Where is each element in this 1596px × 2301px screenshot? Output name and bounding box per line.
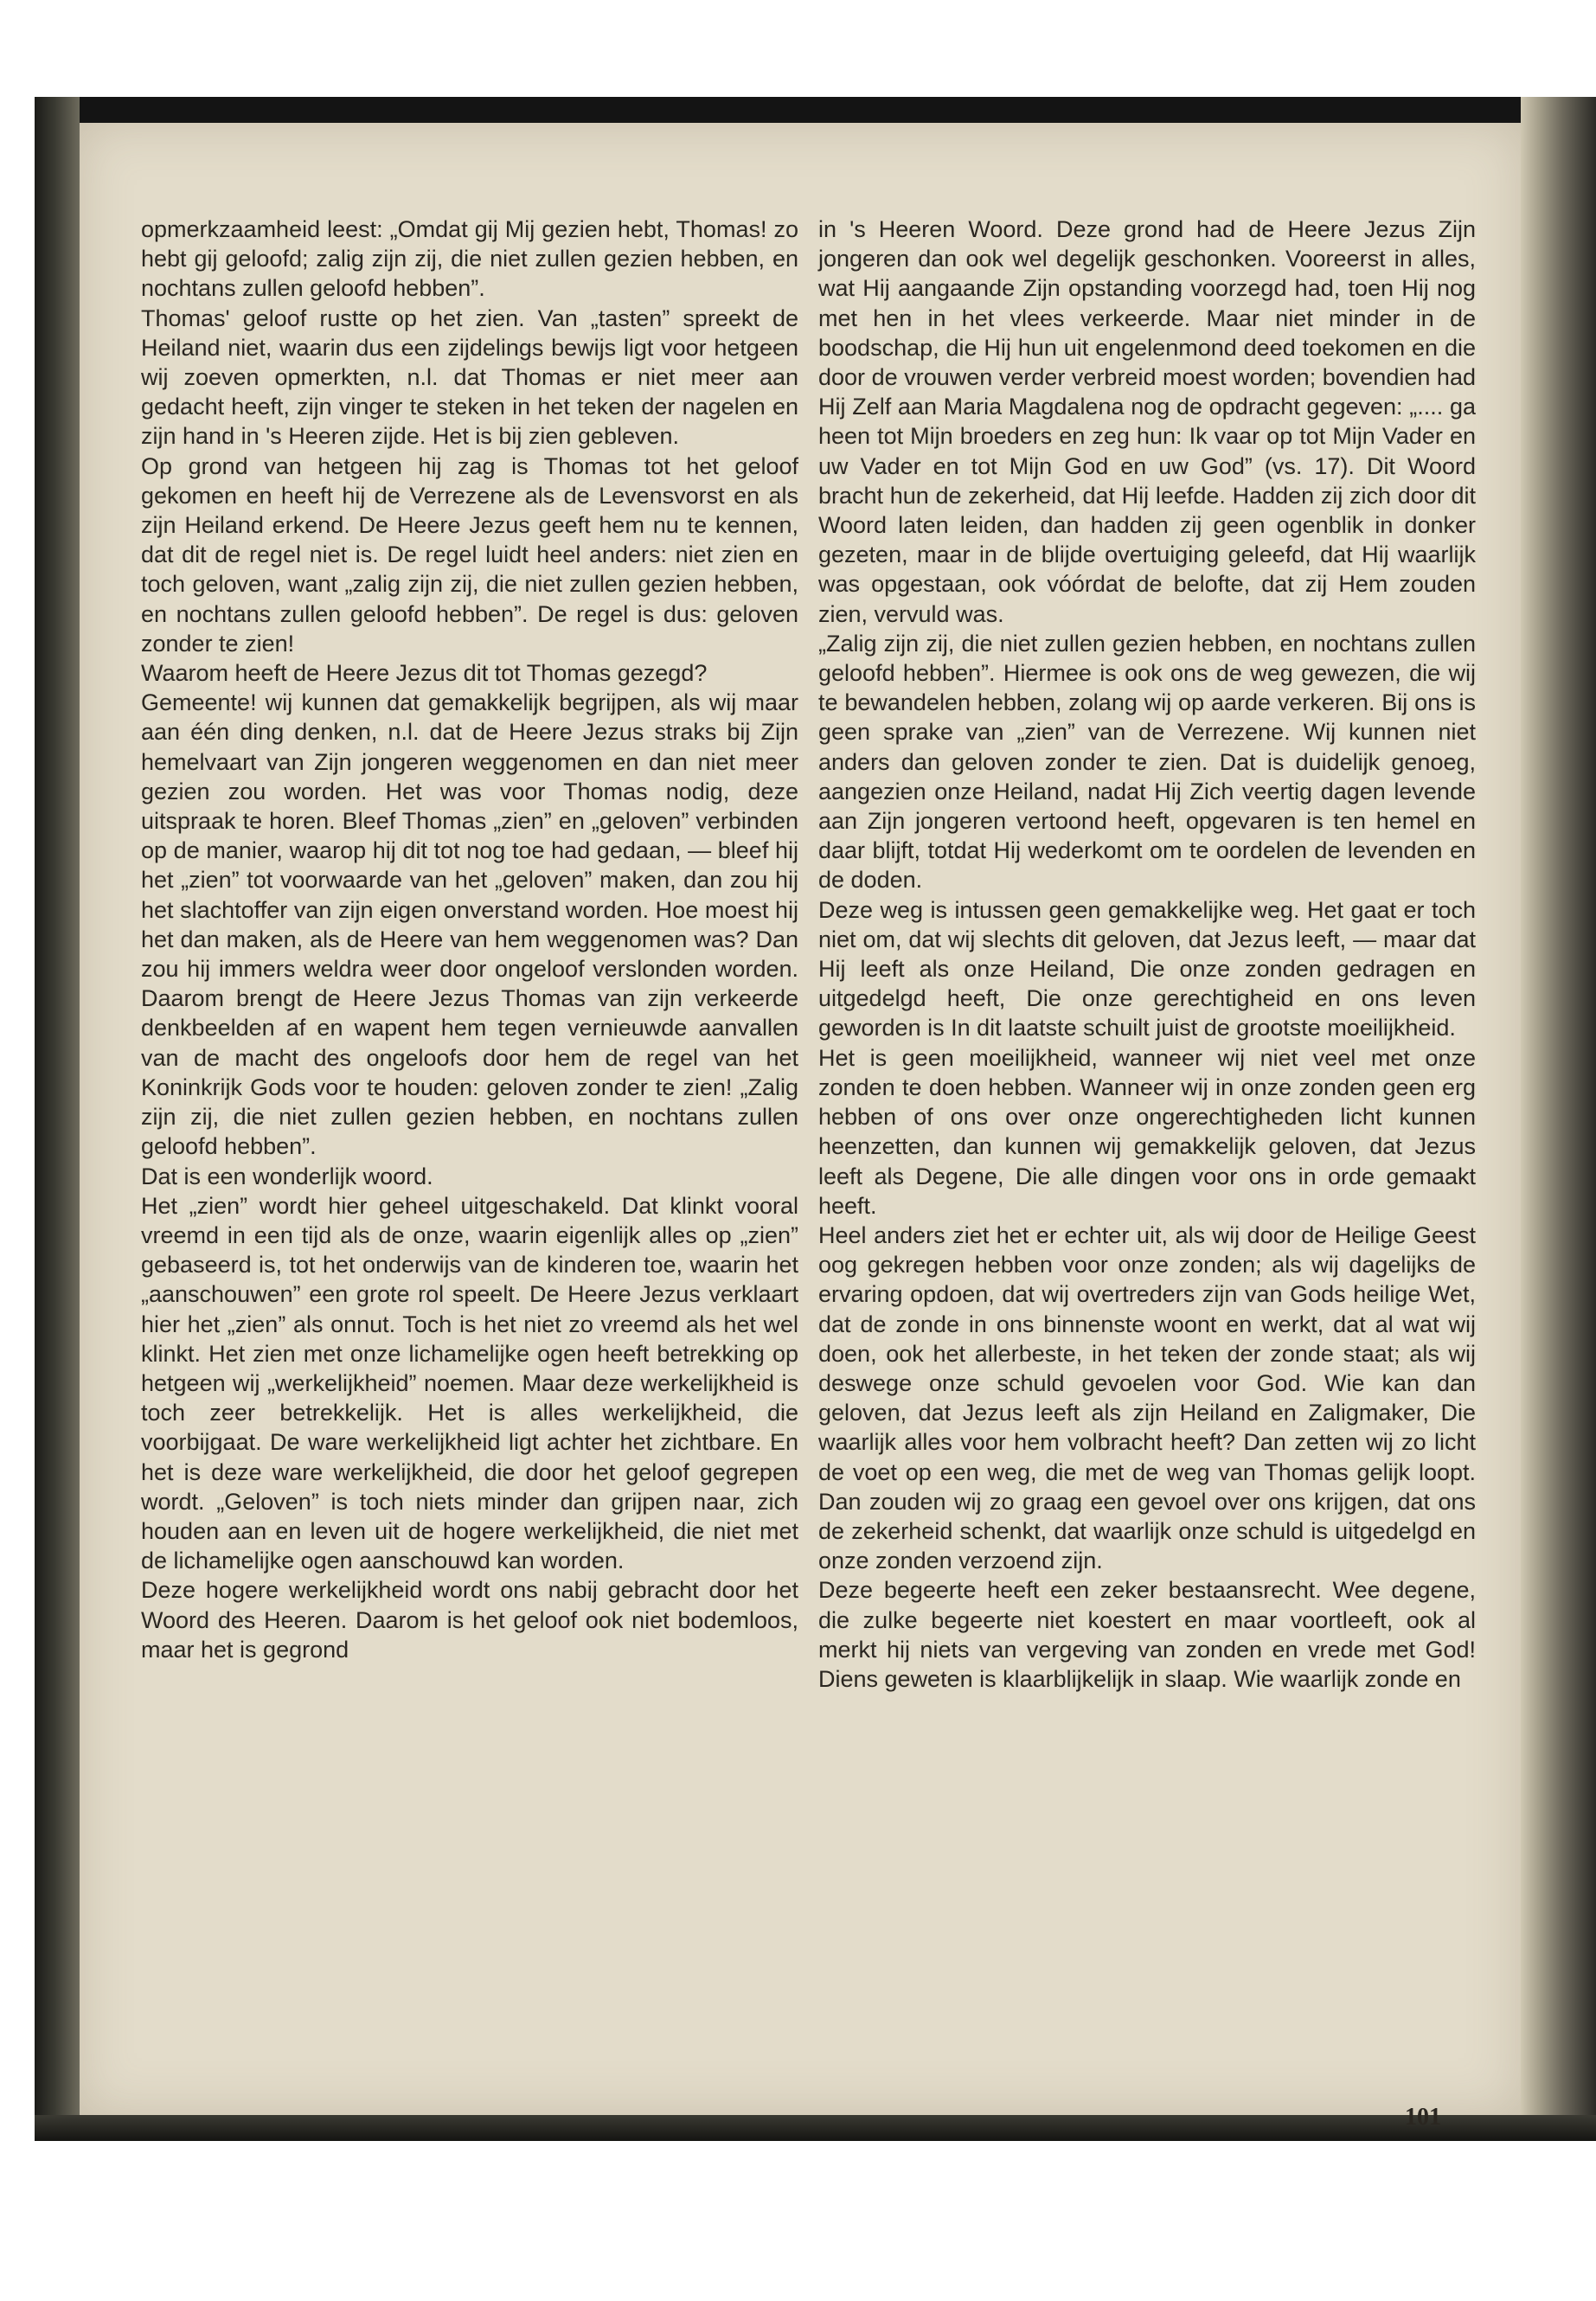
paragraph: in 's Heeren Woord. Deze grond had de Heere Jezus Zijn jongeren dan ook wel degelijk geschonken. Vooreerst in alles, wat Hij aangaande Zijn opstanding voorzegd had, toen Hij nog met hen in het vlees verkeerde. Maar niet minder in de boodschap, die Hij hun uit engelenmond deed toekomen en die door de vrouwen verder verbreid moest worden; bovendien had Hij Zelf aan Maria Magdalena nog de opdracht gegeven: „.... ga heen tot Mijn broeders en zeg hun: Ik vaar op tot Mijn Vader en uw Vader en tot Mijn God en uw God” (vs. 17). Dit Woord bracht hun de zekerheid, dat Hij leefde. Hadden zij zich door dit Woord laten leiden, dan hadden zij geen ogenblik in donker gezeten, maar in de blijde overtuiging geleefd, dat Hij waarlijk was opgestaan, ook vóórdat de belofte, dat zij Hem zouden zien, vervuld was. [818, 216, 1476, 627]
paragraph: Heel anders ziet het er echter uit, als wij door de Heilige Geest oog gekregen hebben voor onze zonden; als wij dagelijks de ervaring opdoen, dat wij overtreders zijn van Gods heilige Wet, dat de zonde in ons binnenste woont en werkt, dat al wat wij doen, ook het allerbeste, in het teken der zonde staat; als wij deswege onze schuld gevoelen voor God. Wie kan dan geloven, dat Jezus leeft als zijn Heiland en Zaligmaker, Die waarlijk alles voor hem volbracht heeft? Dan zetten wij zo licht de voet op een weg, die met de weg van Thomas gelijk loopt. Dan zouden wij zo graag een gevoel over ons krijgen, dat ons de zekerheid schenkt, dat waarlijk onze schuld is uitgedelgd en onze zonden verzoend zijn. [818, 1221, 1476, 1574]
scan-bottom-border [35, 2115, 1596, 2141]
paragraph: Dat is een wonderlijk woord. [141, 1163, 433, 1189]
paragraph: „Zalig zijn zij, die niet zullen gezien hebben, en nochtans zullen geloofd hebben”. Hiermee is ook ons de weg gewezen, die wij te bewandelen hebben, zolang wij op aarde verkeren. Bij ons is geen sprake van „zien” van de Verrezene. Wij kunnen niet anders dan geloven zonder te zien. Dat is duidelijk genoeg, aangezien onze Heiland, nadat Hij Zich veertig dagen levende aan Zijn jongeren vertoond heeft, opgevaren is ten hemel en daar blijft, totdat Hij wederkomt om te oordelen de levenden en de doden. [818, 630, 1476, 894]
paragraph: Deze begeerte heeft een zeker bestaansrecht. Wee degene, die zulke begeerte niet koestert en maar voortleeft, ook al merkt hij niets van vergeving van zonden en vrede met God! Diens geweten is klaarblijkelijk in slaap. Wie waarlijk zonde en [818, 1577, 1476, 1692]
paragraph: Thomas' geloof rustte op het zien. Van „tasten” spreekt de Heiland niet, waarin dus een zijdelings bewijs ligt voor hetgeen wij zoeven opmerkten, n.l. dat Thomas er niet meer aan gedacht heeft, zijn vinger te steken in het teken der nagelen en zijn hand in 's Heeren zijde. Het is bij zien gebleven. [141, 304, 798, 450]
page-stack-edge [1521, 97, 1596, 2141]
page-number: 101 [1405, 2104, 1441, 2131]
book-binding-edge [35, 97, 80, 2128]
paragraph: Het is geen moeilijkheid, wanneer wij niet veel met onze zonden te doen hebben. Wanneer wij in onze zonden geen erg hebben of ons over onze ongerechtigheden licht kunnen heenzetten, dan kunnen wij gemakkelijk geloven, dat Jezus leeft als Degene, Die alle dingen voor ons in orde gemaakt heeft. [818, 1044, 1476, 1219]
paragraph: Waarom heeft de Heere Jezus dit tot Thomas gezegd? [141, 660, 708, 687]
scan-top-border [35, 97, 1596, 123]
paragraph: Gemeente! wij kunnen dat gemakkelijk begrijpen, als wij maar aan één ding denken, n.l. dat de Heere Jezus straks bij Zijn hemelvaart van Zijn jongeren weggenomen en dan niet meer gezien zou worden. Het was voor Thomas nodig, deze uitspraak te horen. Bleef Thomas „zien” en „geloven” verbinden op de manier, waarop hij dit tot nog toe had gedaan, — bleef hij het „zien” tot voorwaarde van het „geloven” maken, dan zou hij het slachtoffer van zijn eigen onverstand worden. Hoe moest hij het dan maken, als de Heere van hem weggenomen was? Dan zou hij immers weldra weer door ongeloof verslonden worden. Daarom brengt de Heere Jezus Thomas van zijn verkeerde denkbeelden af en wapent hem tegen vernieuwde aanvallen van de macht des ongeloofs door hem de regel van het Koninkrijk Gods voor te houden: geloven zonder te zien! „Zalig zijn zij, die niet zullen gezien hebben, en nochtans zullen geloofd hebben”. [141, 689, 798, 1160]
left-text-column [141, 215, 798, 1664]
right-text-column [818, 215, 1476, 1694]
paragraph: opmerkzaamheid leest: „Omdat gij Mij gezien hebt, Thomas! zo hebt gij geloofd; zalig zijn zij, die niet zullen gezien hebben, en nochtans zullen geloofd hebben”. [141, 216, 798, 302]
paragraph: Deze weg is intussen geen gemakkelijke weg. Het gaat er toch niet om, dat wij slechts dit geloven, dat Jezus leeft, — maar dat Hij leeft als onze Heiland, Die onze zonden gedragen en uitgedelgd heeft, Die onze gerechtigheid en ons leven geworden is In dit laatste schuilt juist de grootste moeilijkheid. [818, 896, 1476, 1042]
paragraph: Op grond van hetgeen hij zag is Thomas tot het geloof gekomen en heeft hij de Verrezene als de Levensvorst en als zijn Heiland erkend. De Heere Jezus geeft hem nu te kennen, dat dit de regel niet is. De regel luidt heel anders: niet zien en toch geloven, want „zalig zijn zij, die niet zullen gezien hebben, en nochtans zullen geloofd hebben”. De regel is dus: geloven zonder te zien! [141, 452, 798, 657]
paragraph: Deze hogere werkelijkheid wordt ons nabij gebracht door het Woord des Heeren. Daarom is het geloof ook niet bodemloos, maar het is gegrond [141, 1577, 798, 1663]
paragraph: Het „zien” wordt hier geheel uitgeschakeld. Dat klinkt vooral vreemd in een tijd als de onze, waarin eigenlijk alles op „zien” gebaseerd is, tot het onderwijs van de kinderen toe, waarin het „aanschouwen” een grote rol speelt. De Heere Jezus verklaart hier het „zien” als onnut. Toch is het niet zo vreemd als het wel klinkt. Het zien met onze lichamelijke ogen heeft betrekking op hetgeen wij „werkelijkheid” noemen. Maar deze werkelijkheid is toch zeer betrekkelijk. Het is alles werkelijkheid, die voorbijgaat. De ware werkelijkheid ligt achter het zichtbare. En het is deze ware werkelijkheid, die door het geloof gegrepen wordt. „Geloven” is toch niets minder dan grijpen naar, zich houden aan en leven uit de hogere werkelijkheid, die niet met de lichamelijke ogen aanschouwd kan worden. [141, 1192, 798, 1574]
